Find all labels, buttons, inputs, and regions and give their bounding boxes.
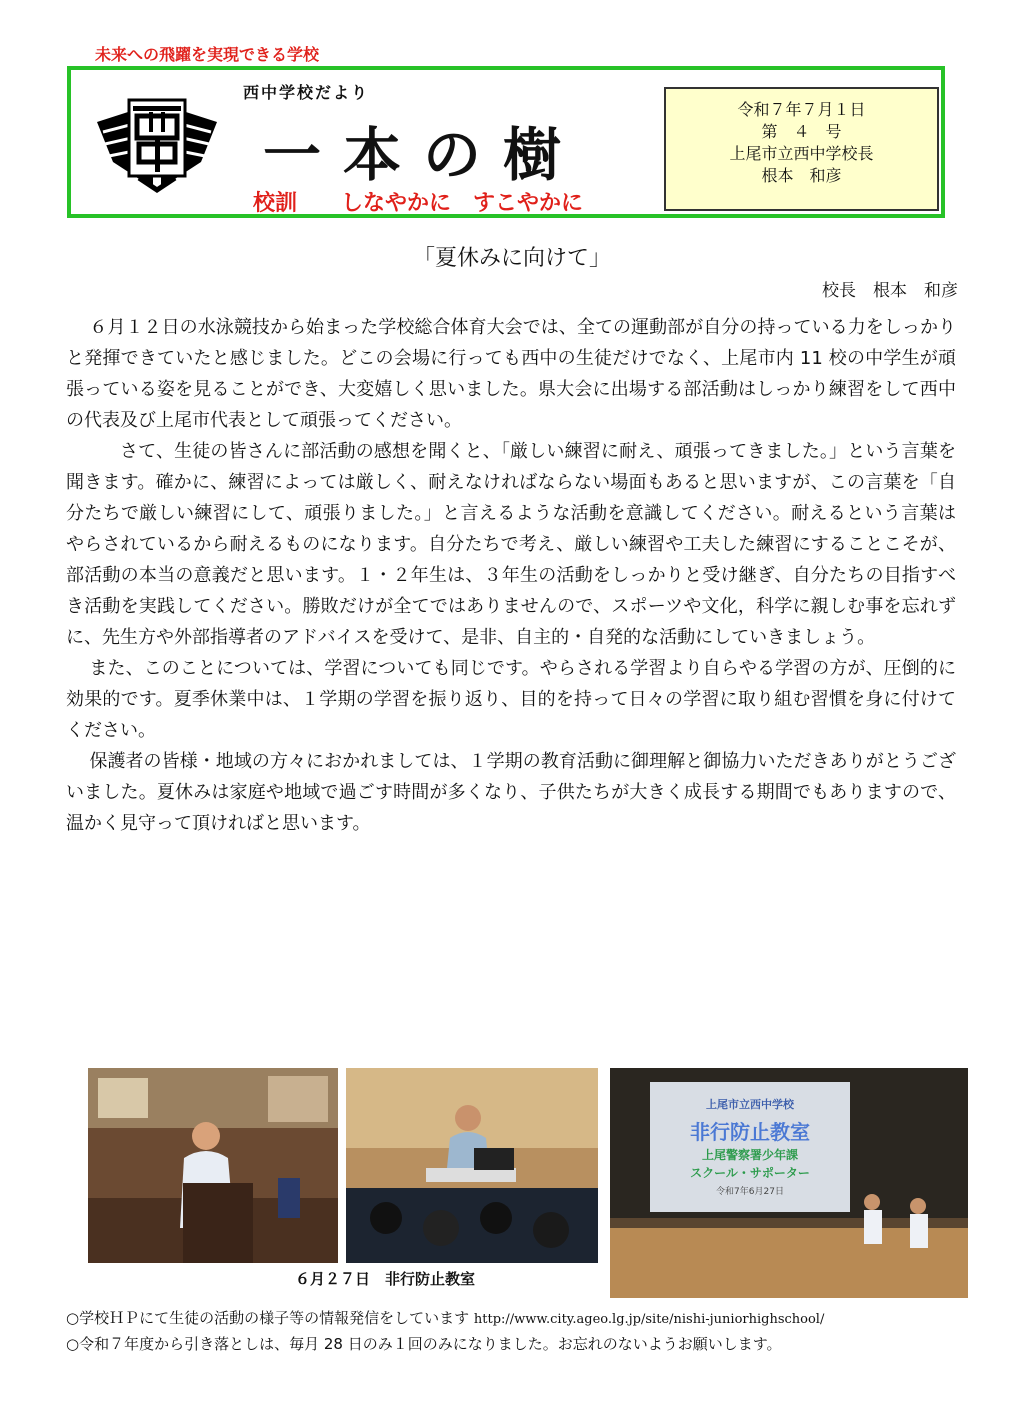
article-paragraph: ６月１２日の水泳競技から始まった学校総合体育大会では、全ての運動部が自分の持っている力をしっかりと発揮できていたと感じました。どこの会場に行っても西中の生徒だけでなく、上尾市内 11 校の中学生が頑張っている姿を見ることができ、大変嬉しく思いました。県大会に出場する部活動はしっかり練習をして西中の代表及び上尾市代表として頑張ってください。 bbox=[66, 317, 956, 431]
article-title: 「夏休みに向けて」 bbox=[412, 246, 611, 271]
article-paragraph: さて、生徒の皆さんに部活動の感想を聞くと、「厳しい練習に耐え、頑張ってきました。」という言葉を聞きます。確かに、練習によっては厳しく、耐えなければならない場面もあると思いますが、この言葉を「自分たちで厳しい練習にして、頑張りました。」と言えるような活動を意識してください。耐えるという言葉はやらされているから耐えるものになります。自分たちで考え、厳しい練習や工夫した練習にすることこそが、部活動の本当の意義だと思います。１・２年生は、３年生の活動をしっかりと受け継ぎ、自分たちの目指すべき活動を実践してください。勝敗だけが全てではありませんので、スポーツや文化，科学に親しむ事を忘れずに、先生方や外部指導者のアドバイスを受けて、是非、自主的・自発的な活動にしていきましょう。 bbox=[66, 441, 956, 648]
school-tagline: 未来への飛躍を実現できる学校 bbox=[95, 45, 320, 64]
school-logo bbox=[93, 92, 221, 200]
issue-school: 上尾市立西中学校長 bbox=[729, 144, 874, 163]
photo-caption: ６月２７日 非行防止教室 bbox=[295, 1270, 476, 1288]
note-homepage bbox=[66, 1306, 966, 1332]
screen-line: 非行防止教室 bbox=[690, 1120, 810, 1144]
newsletter-subtitle: 西中学校だより bbox=[243, 83, 370, 102]
note-deduction: ○令和７年度から引き落としは、毎月 28 日のみ１回のみになりました。お忘れのないようお願いします。 bbox=[66, 1335, 782, 1353]
issue-number: 第 ４ 号 bbox=[761, 122, 842, 141]
article-paragraph: 保護者の皆様・地域の方々におかれましては、１学期の教育活動に御理解と御協力いただきありがとうございました。夏休みは家庭や地域で過ごす時間が多くなり、子供たちが大きく成長する期間でもありますので、温かく見守って頂ければと思います。 bbox=[66, 751, 956, 834]
screen-line: 上尾市立西中学校 bbox=[706, 1098, 794, 1111]
newsletter-title: 一本の樹 bbox=[263, 121, 584, 189]
photo-projection-screen bbox=[610, 1068, 968, 1298]
notes bbox=[66, 1306, 966, 1357]
screen-line: 令和7年6月27日 bbox=[716, 1187, 784, 1197]
masthead bbox=[67, 66, 945, 218]
article-byline: 校長 根本 和彦 bbox=[822, 281, 958, 301]
screen-line: スクール・サポーター bbox=[690, 1166, 810, 1180]
note-homepage-text: ○学校ＨＰにて生徒の活動の様子等の情報発信をしています bbox=[66, 1309, 470, 1327]
article-paragraph: また、このことについては、学習についても同じです。やらされる学習より自らやる学習の方が、圧倒的に効果的です。夏季休業中は、１学期の学習を振り返り、目的を持って日々の学習に取り組む習慣を身に付けてください。 bbox=[66, 658, 956, 741]
issue-info-box bbox=[664, 87, 939, 211]
article-body bbox=[66, 312, 956, 839]
photo-strip bbox=[88, 1068, 968, 1298]
school-motto: 校訓 しなやかに すこやかに bbox=[253, 191, 584, 216]
issue-date: 令和７年７月１日 bbox=[737, 100, 866, 119]
issue-principal: 根本 和彦 bbox=[761, 166, 842, 185]
photo-speaker-podium bbox=[88, 1068, 338, 1263]
screen-line: 上尾警察署少年課 bbox=[701, 1148, 798, 1162]
homepage-link[interactable]: http://www.city.ageo.lg.jp/site/nishi-juniorhighschool/ bbox=[473, 1312, 825, 1327]
photo-presenter-laptop bbox=[346, 1068, 598, 1263]
